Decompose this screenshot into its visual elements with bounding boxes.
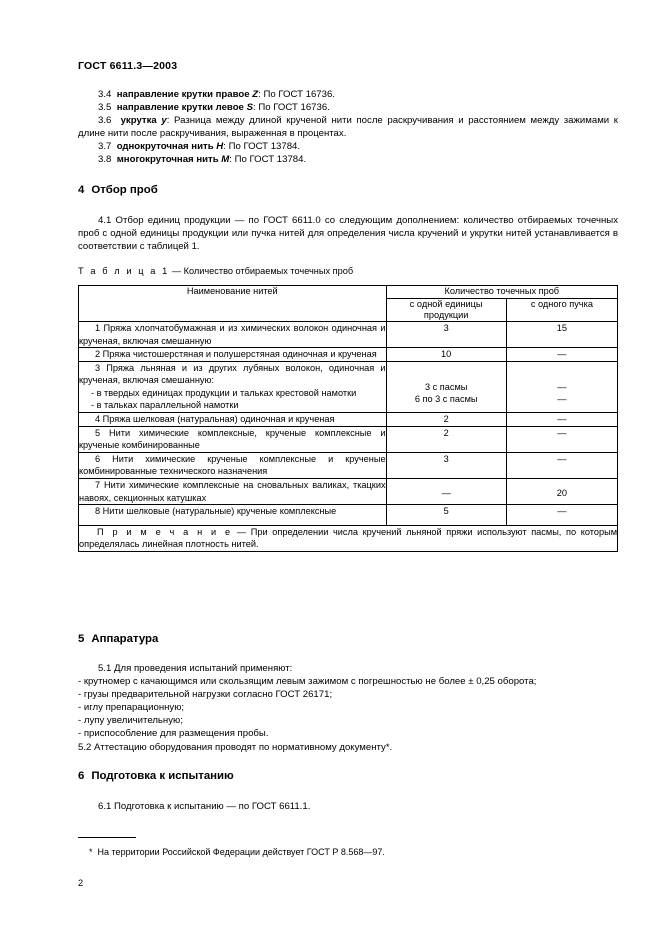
term-definition: По ГОСТ 13784. — [234, 154, 307, 166]
term-name: однокруточная нить — [116, 141, 214, 153]
section-4-heading — [78, 184, 618, 196]
clause-4-1 — [78, 214, 618, 253]
row-per-unit: 2 — [386, 413, 506, 427]
clause-5-2 — [78, 741, 618, 754]
table-caption-text: Количество отбираемых точечных проб — [183, 266, 354, 276]
row-name: 2 Пряжа чистошерстяная и полушерстяная одиночная и крученая — [95, 349, 377, 360]
running-head: ГОСТ 6611.3—2003 — [78, 60, 178, 72]
table-header — [79, 286, 618, 322]
row-subitems — [79, 387, 386, 412]
term-entry-3-5 — [78, 101, 618, 114]
header-sample-count-group: Количество точечных проб — [386, 286, 617, 299]
row-per-bunch: — — [506, 426, 617, 452]
footnote-text: На территории Российской Федерации действует ГОСТ Р 8.568—97. — [97, 847, 385, 857]
page-number: 2 — [78, 878, 84, 888]
term-separator: : — [258, 89, 264, 100]
row-per-unit: 3 — [386, 452, 506, 478]
section-5-heading — [78, 633, 618, 645]
section-title: Отбор проб — [91, 184, 158, 196]
table-note-row — [79, 525, 618, 551]
table-row — [79, 479, 618, 505]
apparatus-list — [78, 675, 618, 740]
table-row — [79, 452, 618, 478]
row-per-unit: 3 — [386, 321, 506, 347]
note-dash: — — [232, 526, 251, 537]
header-per-unit — [386, 298, 506, 321]
row-name: 3 Пряжа льняная и из других лубяных волокон, одиночная и крученая, включая смешанную: — [79, 362, 386, 386]
row-name: 6 Нити химические крученые комплексные и крученые комбинированные технического назначения — [79, 453, 386, 477]
clause-number: 5.1 — [98, 663, 112, 674]
row-per-bunch-line: — — [557, 381, 567, 392]
clause-number: 3.8 — [98, 154, 112, 166]
header-thread-name: Наименование нитей — [79, 286, 387, 322]
table-row — [79, 321, 618, 347]
footnote-marker: * — [89, 847, 93, 857]
term-separator: : — [166, 115, 175, 127]
clause-text: Отбор единиц продукции — по ГОСТ 6611.0 со следующим дополнением: количество отбираемых точечных проб с одной единицы продукции или пучка нитей для определения числа кручений и укрутки нитей устанавливается в соответствии с таблицей 1. — [78, 215, 618, 253]
list-item: - грузы предварительной нагрузки согласно ГОСТ 26171; — [78, 689, 333, 701]
term-definition: По ГОСТ 13784. — [228, 141, 301, 153]
row-per-unit: 10 — [386, 348, 506, 362]
row-per-bunch — [506, 361, 617, 412]
row-per-bunch: — — [506, 348, 617, 362]
row-per-unit — [386, 361, 506, 412]
term-symbol: S — [246, 102, 253, 114]
row-per-bunch-line: — — [557, 394, 567, 405]
row-per-unit-line: 3 с пасмы — [424, 381, 468, 392]
term-entry-3-8 — [78, 153, 618, 166]
footnote-block — [78, 837, 618, 857]
row-per-bunch: 15 — [506, 321, 617, 347]
row-name: 8 Нити шелковые (натуральные) крученые комплексные — [95, 506, 337, 517]
table-caption-label: Т а б л и ц а 1 — [78, 266, 170, 276]
term-name: многокруточная нить — [116, 154, 219, 166]
term-name: направление крутки левое — [116, 102, 244, 114]
row-per-bunch: 20 — [506, 479, 617, 505]
row-name: 5 Нити химические комплексные, крученые комплексные и крученые комбинированные — [79, 427, 386, 451]
row-per-bunch: — — [506, 452, 617, 478]
table-row — [79, 426, 618, 452]
list-item: - иглу препарационную; — [78, 702, 185, 714]
header-per-unit-line1: с одной единицы — [409, 298, 483, 309]
section-title: Аппаратура — [91, 633, 159, 645]
row-per-unit: 2 — [386, 426, 506, 452]
row-name: 7 Нити химические комплексные на сновальных валиках, ткацких навоях, секционных катушках — [79, 480, 386, 503]
table-row — [79, 413, 618, 427]
term-separator: : — [223, 141, 229, 153]
term-definition: По ГОСТ 16736. — [258, 102, 330, 114]
section-number: 4 — [78, 184, 85, 196]
term-definition: По ГОСТ 16736. — [263, 89, 335, 100]
clause-number: 5.2 — [78, 741, 92, 753]
section-6-heading — [78, 770, 618, 782]
row-name: 4 Пряжа шелковая (натуральная) одиночная и крученая — [95, 414, 335, 425]
clause-6-1 — [78, 800, 618, 813]
term-entry-3-7 — [78, 140, 618, 153]
footnote-separator — [78, 837, 136, 838]
table-row — [79, 348, 618, 362]
row-per-bunch: — — [506, 505, 617, 526]
clause-text: Для проведения испытаний применяют: — [114, 663, 293, 674]
row-name: 1 Пряжа хлопчатобумажная и из химических волокон одиночная и крученая, включая смешанную — [79, 322, 386, 346]
samples-table — [78, 285, 618, 552]
clause-number: 3.7 — [98, 141, 112, 153]
term-entry-3-4 — [78, 88, 618, 101]
table-row — [79, 505, 618, 526]
term-name: направление крутки правое — [116, 89, 250, 100]
row-subitem: - в твердых единицах продукции и тальках крестовой намотки — [91, 387, 357, 398]
table-body — [79, 321, 618, 551]
row-per-bunch: — — [506, 413, 617, 427]
term-symbol: у — [161, 115, 167, 127]
table-row — [79, 361, 618, 412]
note-label: П р и м е ч а н и е — [97, 526, 233, 537]
row-per-unit: 5 — [386, 505, 506, 526]
clause-text: Подготовка к испытанию — по ГОСТ 6611.1. — [114, 801, 311, 812]
clause-text: Аттестацию оборудования проводят по нормативному документу*. — [94, 741, 393, 753]
term-symbol: Н — [216, 141, 224, 153]
clause-number: 3.5 — [98, 102, 112, 114]
terms-block — [78, 88, 618, 167]
list-item: - лупу увеличительную; — [78, 715, 183, 727]
table-caption — [78, 266, 618, 276]
row-subitem: - в тальках параллельной намотки — [91, 400, 239, 411]
list-item: - приспособление для размещения пробы. — [78, 728, 269, 740]
term-definition: Разница между длиной крученой нити после раскручивания и расстоянием между зажимами к длине нити после раскручивания, выраженная в процентах. — [78, 115, 618, 140]
section-title: Подготовка к испытанию — [91, 770, 234, 782]
clause-5-1 — [78, 662, 618, 754]
header-per-bunch: с одного пучка — [506, 298, 617, 321]
clause-number: 3.4 — [98, 89, 112, 100]
section-number: 6 — [78, 770, 85, 782]
row-per-unit-line: 6 по 3 с пасмы — [414, 394, 478, 405]
clause-number: 3.6 — [98, 115, 112, 127]
term-separator: : — [252, 102, 259, 114]
table-1-wrapper — [78, 285, 618, 552]
clause-number: 4.1 — [98, 215, 112, 226]
clause-number: 6.1 — [98, 801, 112, 812]
term-symbol: Z — [252, 89, 259, 100]
list-item: - крутномер с качающимся или скользящим левым зажимом с погрешностью не более ± 0,25 оборота; — [78, 676, 537, 688]
header-per-unit-line2: продукции — [423, 309, 469, 320]
term-entry-3-6 — [78, 114, 618, 140]
term-name: укрутка — [120, 115, 157, 127]
section-number: 5 — [78, 633, 85, 645]
term-symbol: М — [221, 154, 230, 166]
note-text: При определении числа кручений льняной пряжи используют пасмы, по которым определялась линейная плотность нитей. — [79, 526, 618, 550]
term-separator: : — [229, 154, 235, 166]
row-per-unit: — — [386, 479, 506, 505]
table-caption-dash: — — [169, 266, 184, 276]
